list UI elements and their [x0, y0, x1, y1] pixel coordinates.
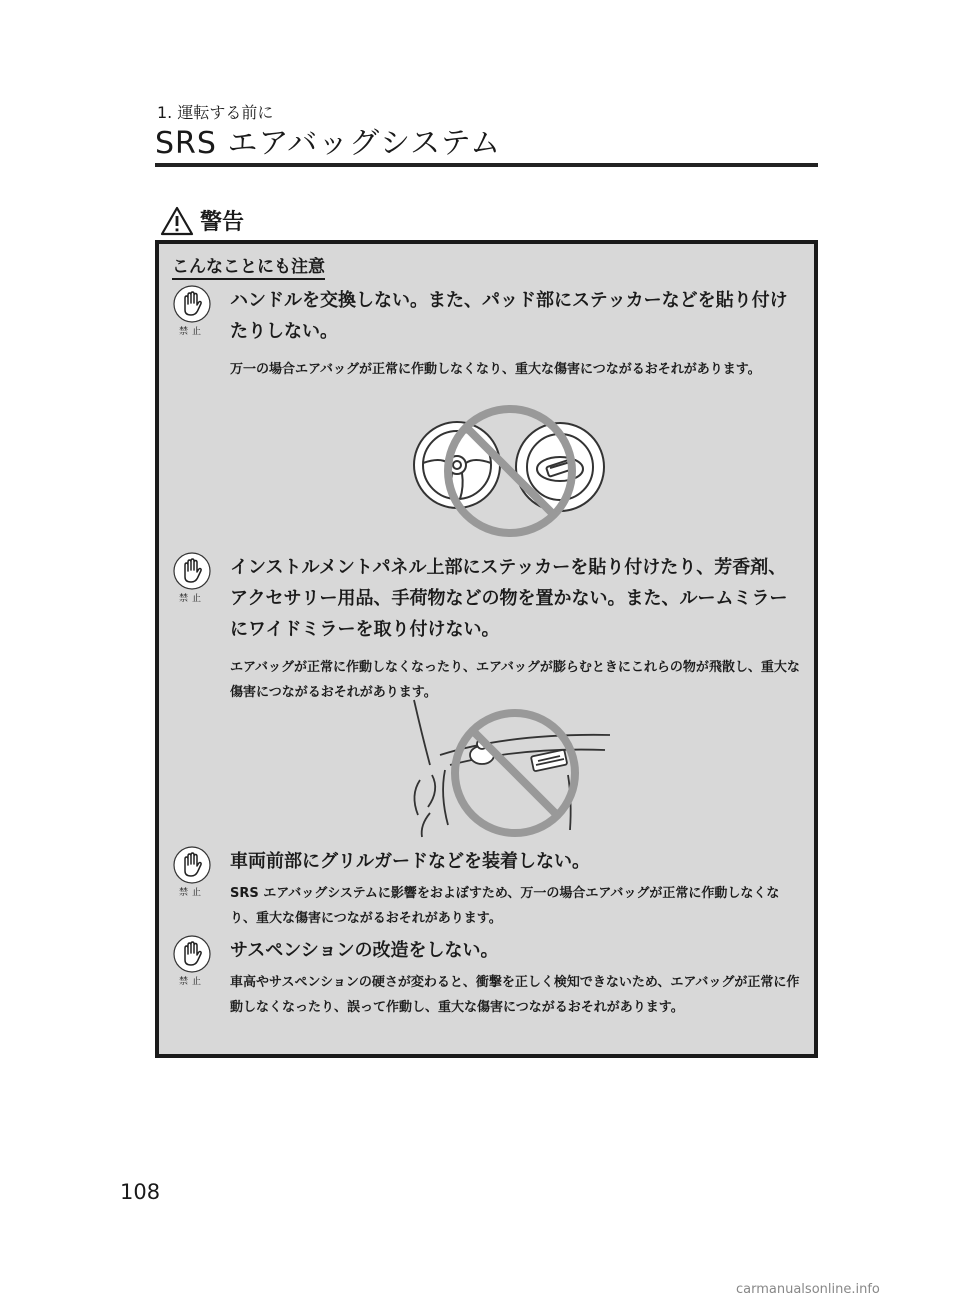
item-body: 万一の場合エアバッグが正常に作動しなくなり、重大な傷害につながるおそれがあります。	[230, 362, 761, 377]
icon-caption: 禁止	[178, 977, 205, 987]
section-label: 1. 運転する前に	[157, 103, 274, 122]
icon-caption: 禁止	[178, 594, 205, 604]
item-body: SRS エアバッグシステムに影響をおよぼすため、万一の場合エアバッグが正常に作動しなくなり、重大な傷害につながるおそれがあります。	[230, 886, 780, 926]
prohibition-hand-icon	[173, 935, 211, 973]
icon-caption: 禁止	[178, 888, 205, 898]
item-body: 車高やサスペンションの硬さが変わると、衝撃を正しく検知できないため、エアバッグが正常に作動しなくなったり、誤って作動し、重大な傷害につながるおそれがあります。	[230, 975, 800, 1015]
page-title: SRS エアバッグシステム	[155, 126, 502, 161]
warning-heading	[160, 205, 244, 236]
prohibition-badge	[172, 846, 212, 898]
prohibition-hand-icon	[173, 846, 211, 884]
watermark: carmanualsonline.info	[736, 1282, 880, 1297]
box-heading: こんなことにも注意	[172, 252, 325, 280]
warning-label: 警告	[200, 210, 245, 235]
warning-item-2	[172, 552, 804, 705]
page-number: 108	[120, 1180, 161, 1204]
prohibition-badge	[172, 935, 212, 987]
item-heading: 車両前部にグリルガードなどを装着しない。	[230, 851, 590, 872]
item-heading: サスペンションの改造をしない。	[230, 940, 499, 961]
warning-item-1	[172, 285, 804, 382]
item-heading: インストルメントパネル上部にステッカーを貼り付けたり、芳香剤、アクセサリー用品、手荷物などの物を置かない。また、ルームミラーにワイドミラーを取り付けない。	[230, 557, 788, 640]
prohibition-badge	[172, 552, 212, 604]
warning-item-3	[172, 846, 804, 931]
prohibition-hand-icon	[173, 285, 211, 323]
warning-item-4	[172, 935, 804, 1020]
dashboard-illustration	[400, 695, 615, 840]
prohibition-badge	[172, 285, 212, 337]
icon-caption: 禁止	[178, 327, 205, 337]
title-rule	[155, 163, 818, 167]
steering-wheel-illustration	[410, 405, 610, 540]
warning-triangle-icon	[160, 206, 194, 236]
prohibition-hand-icon	[173, 552, 211, 590]
item-body: エアバッグが正常に作動しなくなったり、エアバッグが膨らむときにこれらの物が飛散し、重大な傷害につながるおそれがあります。	[230, 660, 800, 700]
item-heading: ハンドルを交換しない。また、パッド部にステッカーなどを貼り付けたりしない。	[230, 290, 788, 342]
